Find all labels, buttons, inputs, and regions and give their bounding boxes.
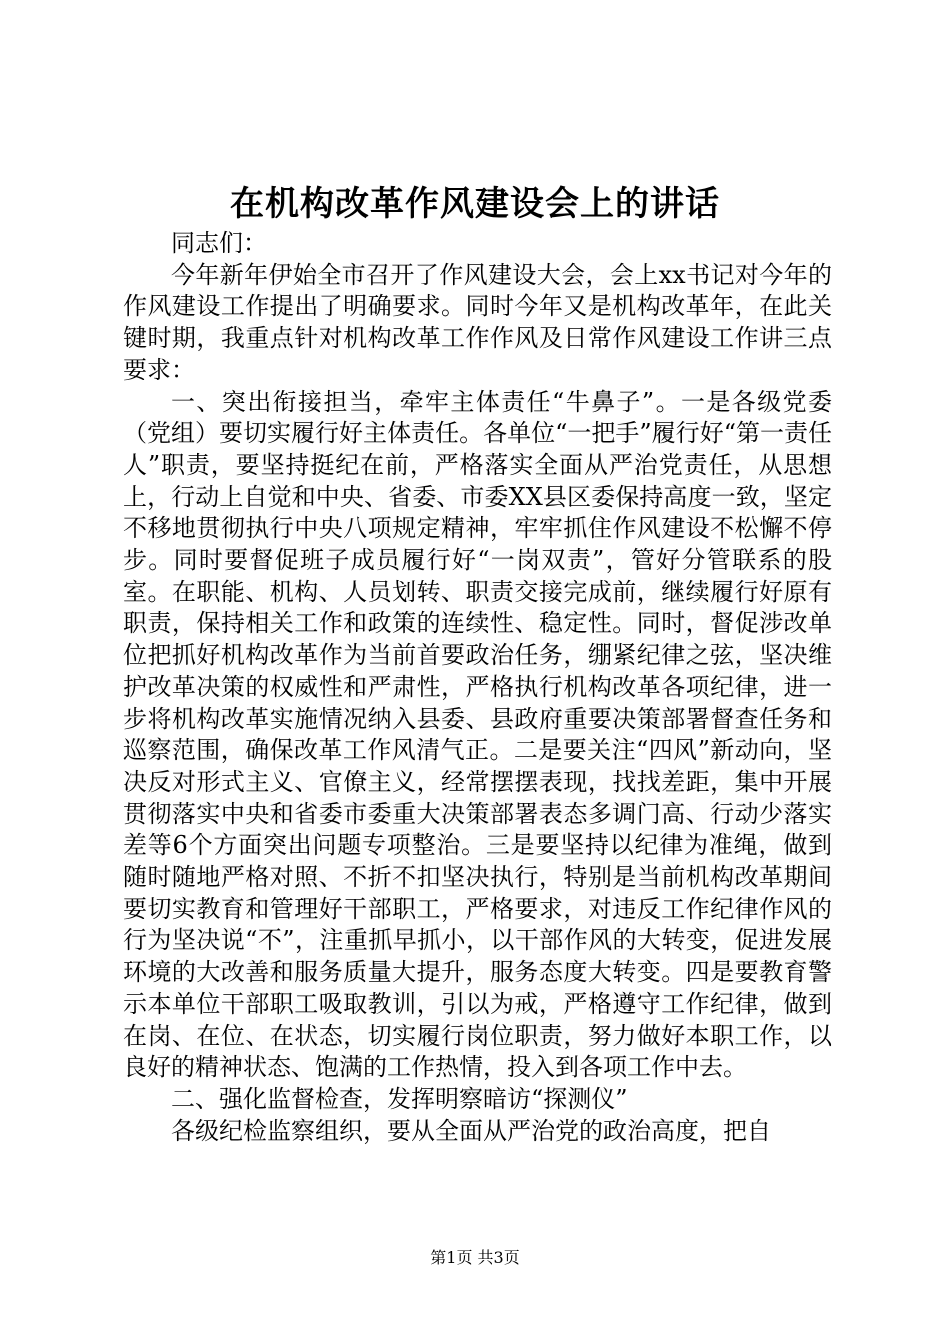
paragraph-salutation: 同志们： (171, 229, 267, 257)
paragraph-section-two-body: 各级纪检监察组织，要从全面从严治党的政治高度，把自 (171, 1116, 771, 1145)
document-title: 在机构改革作风建设会上的讲话 (230, 184, 720, 224)
page-number-footer: 第1页 共3页 (430, 1248, 520, 1267)
document-body (123, 228, 832, 1147)
paragraph-section-two-heading: 二、强化监督检查，发挥明察暗访“探测仪” (171, 1084, 628, 1113)
paragraph-intro: 今年新年伊始全市召开了作风建设大会，会上xx书记对今年的作风建设工作提出了明确要求。同时今年又是机构改革年，在此关键时期，我重点针对机构改革工作作风及日常作风建设工作讲三点要求： (123, 260, 832, 384)
paragraph-section-one: 一、突出衔接担当，牵牢主体责任“牛鼻子”。一是各级党委（党组）要切实履行好主体责任。各单位“一把手”履行好“第一责任人”职责，要坚持挺纪在前，严格落实全面从严治党责任，从思想上，行动上自觉和中央、省委、市委XX县区委保持高度一致，坚定不移地贯彻执行中央八项规定精神，牢牢抓住作风建设不松懈不停步。同时要督促班子成员履行好“一岗双责”，管好分管联系的股室。在职能、机构、人员划转、职责交接完成前，继续履行好原有职责，保持相关工作和政策的连续性、稳定性。同时，督促涉改单位把抓好机构改革作为当前首要政治任务，绷紧纪律之弦，坚决维护改革决策的权威性和严肃性，严格执行机构改革各项纪律，进一步将机构改革实施情况纳入县委、县政府重要决策部署督查任务和巡察范围，确保改革工作风清气正。二是要关注“四风”新动向，坚决反对形式主义、官僚主义，经常摆摆表现，找找差距，集中开展贯彻落实中央和省委市委重大决策部署表态多调门高、行动少落实差等6个方面突出问题专项整治。三是要坚持以纪律为准绳，做到随时随地严格对照、不折不扣坚决执行，特别是当前机构改革期间要切实教育和管理好干部职工，严格要求，对违反工作纪律作风的行为坚决说“不”，注重抓早抓小，以干部作风的大转变，促进发展环境的大改善和服务质量大提升，服务态度大转变。四是要教育警示本单位干部职工吸取教训，引以为戒，严格遵守工作纪律，做到在岗、在位、在状态，切实履行岗位职责，努力做好本职工作，以良好的精神状态、饱满的工作热情，投入到各项工作中去。 (123, 387, 832, 1082)
